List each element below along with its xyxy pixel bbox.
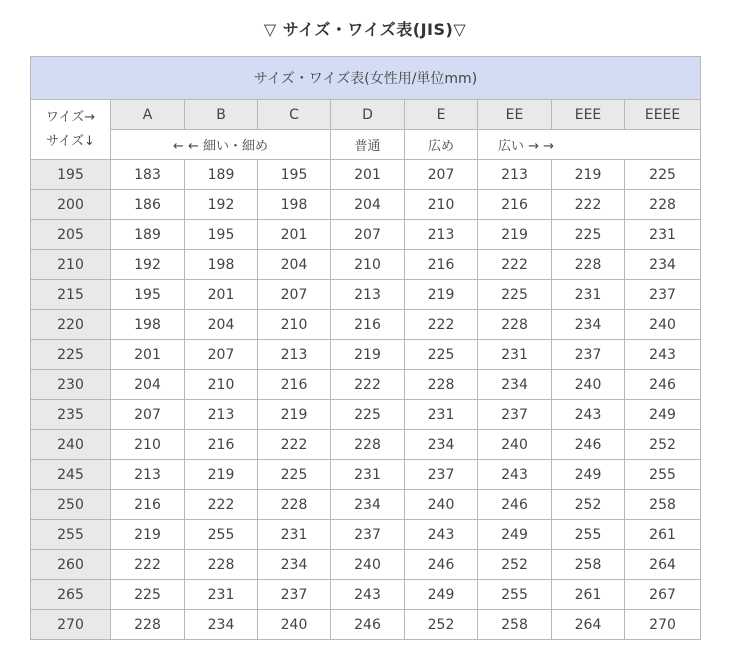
measurement-cell: 195 [185, 220, 258, 250]
measurement-cell: 225 [111, 580, 185, 610]
width-header-b: B [185, 100, 258, 130]
measurement-cell: 192 [111, 250, 185, 280]
measurement-cell: 258 [625, 490, 701, 520]
measurement-cell: 222 [258, 430, 331, 460]
measurement-cell: 195 [111, 280, 185, 310]
measurement-cell: 213 [111, 460, 185, 490]
measurement-cell: 237 [478, 400, 552, 430]
measurement-cell: 222 [405, 310, 478, 340]
measurement-cell: 222 [185, 490, 258, 520]
measurement-cell: 264 [625, 550, 701, 580]
width-header-a: A [111, 100, 185, 130]
measurement-cell: 198 [185, 250, 258, 280]
measurement-cell: 240 [625, 310, 701, 340]
size-cell: 230 [31, 370, 111, 400]
measurement-cell: 210 [405, 190, 478, 220]
measurement-cell: 249 [552, 460, 625, 490]
size-cell: 215 [31, 280, 111, 310]
measurement-cell: 231 [331, 460, 405, 490]
measurement-cell: 219 [185, 460, 258, 490]
measurement-cell: 255 [625, 460, 701, 490]
width-header-eeee: EEEE [625, 100, 701, 130]
measurement-cell: 216 [478, 190, 552, 220]
table-row [31, 430, 701, 460]
measurement-cell: 183 [111, 160, 185, 190]
measurement-cell: 228 [478, 310, 552, 340]
corner-header [31, 100, 111, 160]
table-row [31, 520, 701, 550]
measurement-cell: 264 [552, 610, 625, 640]
measurement-cell: 213 [405, 220, 478, 250]
table-body [31, 160, 701, 640]
measurement-cell: 216 [405, 250, 478, 280]
measurement-cell: 234 [625, 250, 701, 280]
measurement-cell: 219 [111, 520, 185, 550]
measurement-cell: 237 [331, 520, 405, 550]
table-row [31, 370, 701, 400]
width-axis-label: ワイズ→ [45, 109, 96, 125]
measurement-cell: 204 [258, 250, 331, 280]
measurement-cell: 234 [185, 610, 258, 640]
width-header-d: D [331, 100, 405, 130]
measurement-cell: 219 [478, 220, 552, 250]
measurement-cell: 234 [552, 310, 625, 340]
measurement-cell: 231 [185, 580, 258, 610]
table-head [31, 57, 701, 160]
size-cell: 195 [31, 160, 111, 190]
measurement-cell: 255 [478, 580, 552, 610]
width-description-row [31, 130, 701, 160]
table-row [31, 190, 701, 220]
measurement-cell: 243 [405, 520, 478, 550]
measurement-cell: 246 [552, 430, 625, 460]
size-cell: 225 [31, 340, 111, 370]
measurement-cell: 237 [625, 280, 701, 310]
measurement-cell: 213 [185, 400, 258, 430]
width-header-c: C [258, 100, 331, 130]
size-cell: 245 [31, 460, 111, 490]
measurement-cell: 222 [331, 370, 405, 400]
measurement-cell: 234 [258, 550, 331, 580]
measurement-cell: 252 [625, 430, 701, 460]
measurement-cell: 210 [258, 310, 331, 340]
measurement-cell: 228 [258, 490, 331, 520]
table-caption: サイズ・ワイズ表(女性用/単位mm) [31, 57, 701, 100]
table-row [31, 310, 701, 340]
measurement-cell: 210 [111, 430, 185, 460]
table-row [31, 400, 701, 430]
measurement-cell: 207 [331, 220, 405, 250]
measurement-cell: 246 [625, 370, 701, 400]
measurement-cell: 249 [405, 580, 478, 610]
measurement-cell: 207 [111, 400, 185, 430]
measurement-cell: 246 [478, 490, 552, 520]
measurement-cell: 198 [258, 190, 331, 220]
measurement-cell: 252 [478, 550, 552, 580]
width-header-eee: EEE [552, 100, 625, 130]
measurement-cell: 243 [478, 460, 552, 490]
measurement-cell: 267 [625, 580, 701, 610]
table-row [31, 250, 701, 280]
measurement-cell: 252 [405, 610, 478, 640]
width-header-e: E [405, 100, 478, 130]
measurement-cell: 261 [552, 580, 625, 610]
size-cell: 205 [31, 220, 111, 250]
measurement-cell: 234 [331, 490, 405, 520]
measurement-cell: 231 [625, 220, 701, 250]
width-header-ee: EE [478, 100, 552, 130]
measurement-cell: 234 [405, 430, 478, 460]
measurement-cell: 219 [552, 160, 625, 190]
measurement-cell: 246 [331, 610, 405, 640]
measurement-cell: 192 [185, 190, 258, 220]
measurement-cell: 228 [111, 610, 185, 640]
measurement-cell: 216 [331, 310, 405, 340]
measurement-cell: 228 [185, 550, 258, 580]
size-cell: 270 [31, 610, 111, 640]
size-cell: 235 [31, 400, 111, 430]
caption-row [31, 57, 701, 100]
measurement-cell: 240 [478, 430, 552, 460]
measurement-cell: 201 [258, 220, 331, 250]
measurement-cell: 270 [625, 610, 701, 640]
measurement-cell: 222 [552, 190, 625, 220]
measurement-cell: 204 [111, 370, 185, 400]
measurement-cell: 240 [258, 610, 331, 640]
table-row [31, 550, 701, 580]
measurement-cell: 228 [405, 370, 478, 400]
measurement-cell: 213 [258, 340, 331, 370]
measurement-cell: 201 [331, 160, 405, 190]
measurement-cell: 225 [552, 220, 625, 250]
measurement-cell: 243 [552, 400, 625, 430]
table-row [31, 610, 701, 640]
measurement-cell: 225 [478, 280, 552, 310]
measurement-cell: 225 [331, 400, 405, 430]
size-cell: 250 [31, 490, 111, 520]
measurement-cell: 225 [258, 460, 331, 490]
measurement-cell: 237 [258, 580, 331, 610]
size-cell: 240 [31, 430, 111, 460]
measurement-cell: 231 [478, 340, 552, 370]
measurement-cell: 246 [405, 550, 478, 580]
measurement-cell: 219 [331, 340, 405, 370]
table-row [31, 280, 701, 310]
width-desc-narrow: ← ← 細い・細め [111, 130, 331, 160]
width-letter-row [31, 100, 701, 130]
measurement-cell: 219 [405, 280, 478, 310]
measurement-cell: 213 [331, 280, 405, 310]
table-row [31, 490, 701, 520]
measurement-cell: 228 [625, 190, 701, 220]
width-desc-wide-slightly: 広め [405, 130, 478, 160]
width-desc-normal: 普通 [331, 130, 405, 160]
measurement-cell: 258 [552, 550, 625, 580]
table-row [31, 160, 701, 190]
measurement-cell: 216 [185, 430, 258, 460]
measurement-cell: 189 [185, 160, 258, 190]
measurement-cell: 231 [405, 400, 478, 430]
measurement-cell: 252 [552, 490, 625, 520]
measurement-cell: 204 [331, 190, 405, 220]
measurement-cell: 198 [111, 310, 185, 340]
measurement-cell: 240 [405, 490, 478, 520]
measurement-cell: 249 [478, 520, 552, 550]
measurement-cell: 216 [111, 490, 185, 520]
measurement-cell: 243 [331, 580, 405, 610]
measurement-cell: 258 [478, 610, 552, 640]
size-width-table [30, 56, 701, 640]
table-row [31, 340, 701, 370]
measurement-cell: 231 [258, 520, 331, 550]
measurement-cell: 228 [331, 430, 405, 460]
measurement-cell: 255 [185, 520, 258, 550]
measurement-cell: 249 [625, 400, 701, 430]
size-cell: 210 [31, 250, 111, 280]
measurement-cell: 234 [478, 370, 552, 400]
measurement-cell: 240 [552, 370, 625, 400]
measurement-cell: 222 [478, 250, 552, 280]
measurement-cell: 237 [405, 460, 478, 490]
measurement-cell: 237 [552, 340, 625, 370]
measurement-cell: 216 [258, 370, 331, 400]
measurement-cell: 189 [111, 220, 185, 250]
measurement-cell: 213 [478, 160, 552, 190]
size-cell: 255 [31, 520, 111, 550]
measurement-cell: 219 [258, 400, 331, 430]
measurement-cell: 261 [625, 520, 701, 550]
measurement-cell: 207 [405, 160, 478, 190]
measurement-cell: 240 [331, 550, 405, 580]
measurement-cell: 231 [552, 280, 625, 310]
measurement-cell: 225 [405, 340, 478, 370]
page-title: ▽ サイズ・ワイズ表(JIS)▽ [263, 20, 467, 39]
measurement-cell: 201 [185, 280, 258, 310]
measurement-cell: 195 [258, 160, 331, 190]
size-cell: 265 [31, 580, 111, 610]
measurement-cell: 210 [185, 370, 258, 400]
width-desc-wide: 広い → → [478, 130, 701, 160]
measurement-cell: 210 [331, 250, 405, 280]
size-cell: 260 [31, 550, 111, 580]
measurement-cell: 207 [185, 340, 258, 370]
size-cell: 220 [31, 310, 111, 340]
measurement-cell: 225 [625, 160, 701, 190]
table-row [31, 220, 701, 250]
measurement-cell: 243 [625, 340, 701, 370]
size-axis-label: サイズ↓ [46, 133, 95, 149]
table-row [31, 580, 701, 610]
measurement-cell: 204 [185, 310, 258, 340]
measurement-cell: 222 [111, 550, 185, 580]
measurement-cell: 207 [258, 280, 331, 310]
measurement-cell: 255 [552, 520, 625, 550]
measurement-cell: 186 [111, 190, 185, 220]
measurement-cell: 228 [552, 250, 625, 280]
size-cell: 200 [31, 190, 111, 220]
measurement-cell: 201 [111, 340, 185, 370]
table-row [31, 460, 701, 490]
